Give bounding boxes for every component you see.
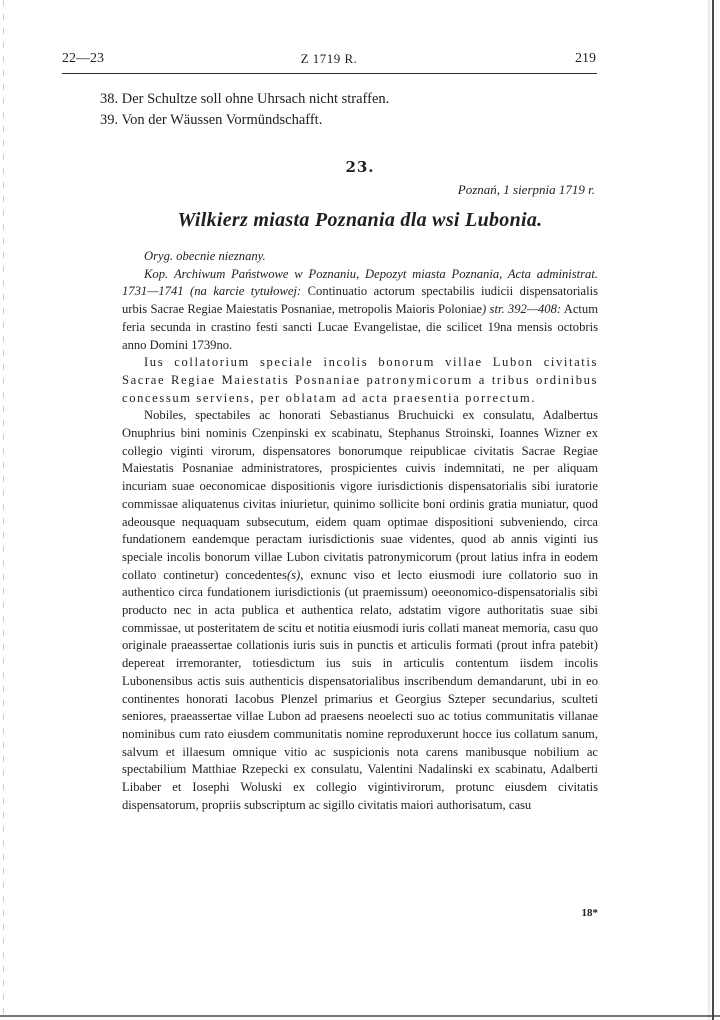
footnote-marker: (s) [286,567,301,582]
running-head [62,51,596,71]
scan-edge-left [3,0,4,1020]
scan-edge-right [712,0,714,1020]
main-paragraph-part-a: Nobiles, spectabiles ac honorati Sebastianus Bruchuicki ex consulatu, Adalbertus Onuphrius bini nominis Czenpinski ex scabinatu, Stephanus Stroinski, Ioannes Wizner ex collegio viginti virorum, dispensatores bonorumque reipublicae civitatis Sacrae Regiae Maiestatis Posnaniae administratores, prospicientes cuivis indemnitati, ne per aliquam incuriam suae oeconomicae dispositionis vigore iurisdictionis dispensatorialis sibi iuratorie commissae aliquatenus civitas iniurietur, quinimo sollicite boni ordinis gratia muniatur, quod adeousque nequaquam subsecutum, eidem quam optimae dispositioni subveniendo, circa fundationem eandemque peractam iurisdictionis suae videntes, quod ab annis viginti ius speciale incolis bonorum villae Lubon civitatis patronymicorum (prout latius infra in eodem collato continetur) concedentes [122,408,598,582]
place-date: Poznań, 1 sierpnia 1719 r. [457,182,595,197]
scan-edge-bottom [0,1015,720,1017]
page-number: 219 [575,51,596,66]
header-rule [62,73,597,74]
scan-edge-shadow [707,0,710,1020]
original-note: Oryg. obecnie nieznany. [144,249,266,263]
document-title: Wilkierz miasta Poznania dla wsi Lubonia. [177,209,543,231]
copy-label: Kop. [144,266,169,281]
copy-note [122,266,598,355]
copy-actum: Actum feria secunda in crastino festi sancti Lucae Evangelistae, die scilicet 19na mensis octobris anno Domini 1739no. [122,302,598,352]
copy-pages: ) str. 392—408: [482,302,562,317]
document-range: 22—23 [62,51,104,66]
document-number: 23. [345,158,375,176]
running-head-year: Z 1719 R. [300,51,358,66]
list-item-38: 38. Der Schultze soll ohne Uhrsach nicht straffen. [100,91,390,107]
main-paragraph-part-b: , exnunc viso et lecto eiusmodi iure collatorio suo in authentico circa fundationem iurisdictionis (ut praemissum) oeeonomico-dispensatorialis sibi producto nec in acta publica et authentica relato, adstatim vigore authoritatis suae sibi commissae, ut posteritatem de scitu et notitia eiusmodi iuris collati maneat memoria, casu quo originale praeassertae collationis iuris suis in punctis et articulis formati (prout infra patebit) depereat irremoranter, totiesdictum ius suis in articulis contentum iisdem incolis Lubonensibus actis suis authenticis dispensatorialibus inscribendum demandarunt, ubi in eo continentes honorati Iacobus Plenzel primarius et Georgius Szteper secundarius, sculteti seniores, praeassertae villae Lubon ad praesens neoelecti suo ac totius communitatis villanae nominibus cum rato eiusdem communitatis nomine reproduxerunt hocce ius collatum sanum, salvum et illaesum omnique vitio ac suspicionis nota carens manibusque nobilium ac spectabilium Matthiae Rzepecki ex consulatu, Valentini Nadalinski ex scabinatu, Adalberti Libaber et Iosephi Woluski ex collegio vigintivirorum, protunc eiusdem civitatis dispensatorum, propriis subscriptum ac sigillo civitatis maiori authorisatum, casu [122,567,599,812]
body-text [122,248,598,815]
copy-title-text: Continuatio actorum spectabilis iudicii dispensatorialis urbis Sacrae Regiae Maiestatis Posnaniae, metropolis Maioris Poloniae [122,284,598,317]
spaced-heading-paragraph: Ius collatorium speciale incolis bonorum villae Lubon civitatis Sacrae Regiae Maiestatis Posnaniae patronymicorum a tribus ordinibus concessum serviens, per oblatam ad acta praesentia porrectum. [122,355,598,405]
copy-source: Archiwum Państwowe w Poznaniu, Depozyt miasta Poznania, Acta administrat. 1731—1741 (na karcie tytułowej: [122,266,598,299]
main-paragraph [122,407,598,814]
signature-mark: 18* [581,907,598,919]
list-item-39: 39. Von der Wäussen Vormündschafft. [100,112,323,128]
